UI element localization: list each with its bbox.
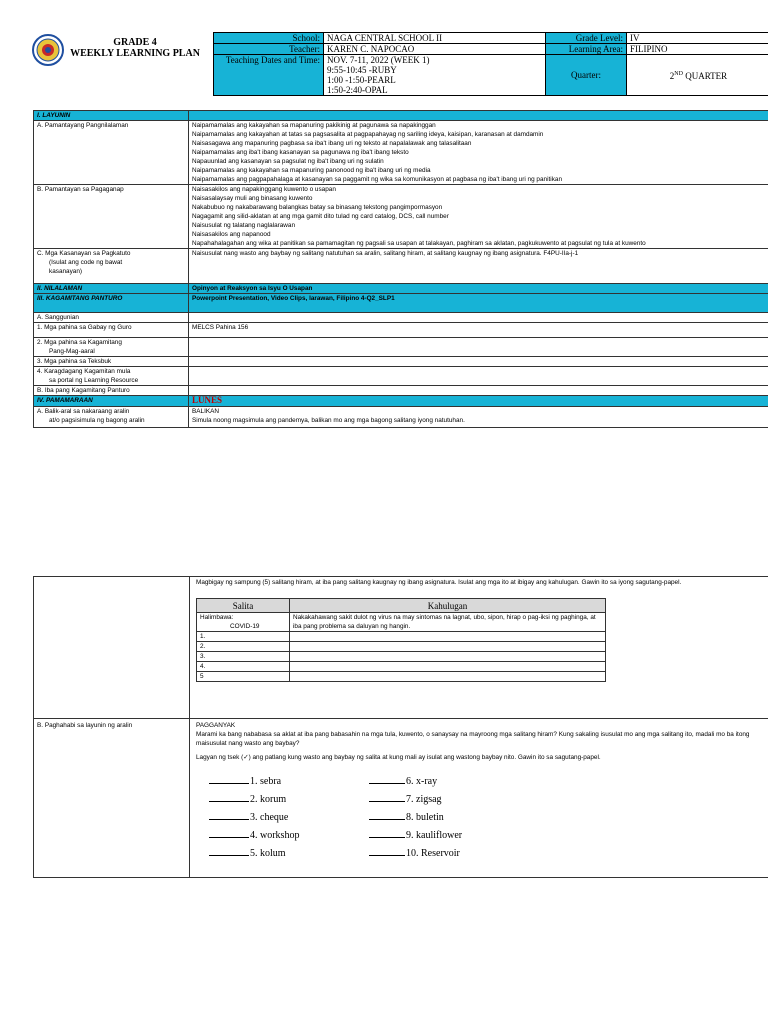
list-item: 1. sebra bbox=[209, 773, 369, 791]
list-item: 4. workshop bbox=[209, 827, 369, 845]
row-a-content bbox=[189, 121, 768, 185]
example-word-cell bbox=[197, 613, 290, 632]
gabay-value: MELCS Pahina 156 bbox=[189, 323, 768, 338]
school-label: School: bbox=[214, 33, 324, 44]
c-label-line: (Isulat ang code ng bawat bbox=[49, 259, 123, 266]
section-nilalaman-value: Opinyon at Reaksyon sa Isyu O Usapan bbox=[189, 284, 768, 294]
row-sanggunian bbox=[34, 313, 768, 323]
answer-blank[interactable] bbox=[209, 837, 249, 838]
c-label-line: kasanayan) bbox=[49, 268, 83, 275]
iba-pang-label: B. Iba pang Kagamitang Panturo bbox=[34, 386, 189, 396]
row-gabay-ng-guro bbox=[34, 323, 768, 338]
quarter-word: QUARTER bbox=[685, 71, 728, 81]
table-row bbox=[197, 652, 606, 662]
section-kagamitang-panturo bbox=[34, 294, 768, 313]
example-label: Halimbawa: bbox=[200, 614, 234, 621]
balik-aral-content bbox=[189, 407, 768, 428]
teacher-value: KAREN C. NAPOCAO bbox=[324, 44, 546, 55]
table-row bbox=[197, 662, 606, 672]
list-item: 9. kauliflower bbox=[369, 827, 569, 845]
c-label-line: C. Mga Kasanayan sa Pagkatuto bbox=[37, 250, 131, 257]
answer-blank[interactable] bbox=[369, 801, 405, 802]
answer-cell[interactable] bbox=[290, 672, 606, 682]
salitang-hiram-table bbox=[196, 598, 606, 682]
row-a-label: A. Pamantayang Pangnilalaman bbox=[34, 121, 189, 185]
grade-value: IV bbox=[627, 33, 768, 44]
karagdagang-label-line: 4. Karagdagang Kagamitan mula bbox=[37, 368, 131, 375]
b-item: Nakabubuo ng nakabarawang balangkas batay sa binasang tekstong pangimpormasyon bbox=[192, 204, 443, 211]
col-kahulugan-header: Kahulugan bbox=[290, 599, 606, 613]
day-lunes: LUNES bbox=[192, 395, 223, 405]
b-item: Naisusulat ng talatang naglalarawan bbox=[192, 222, 296, 229]
quarter-suffix: ND bbox=[674, 71, 683, 77]
grade-label: Grade Level: bbox=[546, 33, 627, 44]
quarter-value bbox=[627, 55, 768, 96]
section-kagamitang-label: III. KAGAMITANG PANTURO bbox=[34, 294, 189, 313]
row-number: 4. bbox=[197, 662, 290, 672]
balikan-text: Simula noong magsimula ang pandemya, balikan mo ang mga bagong salitang iyong natutuhan. bbox=[192, 417, 465, 424]
kagamitang-label-line: Pang-Mag-aaral bbox=[49, 348, 95, 355]
list-item: 7. zigsag bbox=[369, 791, 569, 809]
row-pamantayang-pangnilalaman bbox=[34, 121, 768, 185]
table-row bbox=[197, 642, 606, 652]
pagganyak-heading: PAGGANYAK bbox=[196, 722, 236, 729]
plan-title-line1: GRADE 4 bbox=[113, 37, 157, 48]
pagganyak-content bbox=[196, 721, 768, 762]
spelling-list-left bbox=[209, 773, 369, 863]
section-layunin bbox=[34, 111, 768, 121]
answer-blank[interactable] bbox=[209, 801, 249, 802]
answer-cell[interactable] bbox=[290, 652, 606, 662]
answer-blank[interactable] bbox=[369, 819, 405, 820]
list-item: 2. korum bbox=[209, 791, 369, 809]
pagganyak-text: Marami ka bang nababasa sa aklat at iba pang babasahin na mga tula, kuwento, o sanaysay na mayroong mga salitang hiram? Kung sakaling isusulat mo ang mga salitang ito, madali mo ba itong maisusulat nang wasto ang baybay? bbox=[196, 731, 750, 747]
row-c-content: Naisusulat nang wasto ang baybay ng salitang natutuhan sa aralin, salitang hiram, at salitang kaugnay ng ibang asignatura. F4PU-IIa-j-1 bbox=[189, 249, 768, 284]
area-label: Learning Area: bbox=[546, 44, 627, 55]
example-meaning: Nakakahawang sakit dulot ng virus na may sintomas na lagnat, ubo, sipon, hirap o pag-iksi ng paghinga, at iba pang problema sa daluyan ng hangin. bbox=[290, 613, 606, 632]
sanggunian-label: A. Sanggunian bbox=[34, 313, 189, 323]
row-b-label: B. Pamantayan sa Pagaganap bbox=[34, 185, 189, 249]
b-item: Napahahalagahan ang wika at panitikan sa pamamagitan ng pagsali sa usapan at talakayan, paghiram sa aklatan, pagkukuwento at pagsulat ng tula at kuwento bbox=[192, 240, 646, 247]
answer-blank[interactable] bbox=[369, 855, 405, 856]
answer-blank[interactable] bbox=[369, 837, 405, 838]
b-item: Naisasalaysay muli ang binasang kuwento bbox=[192, 195, 313, 202]
row-c-label bbox=[34, 249, 189, 284]
kagamitang-label-line: 2. Mga pahina sa Kagamitang bbox=[37, 339, 122, 346]
teksbuk-label: 3. Mga pahina sa Teksbuk bbox=[34, 357, 189, 367]
answer-blank[interactable] bbox=[209, 783, 249, 784]
table-row bbox=[197, 672, 606, 682]
dates-cell bbox=[324, 55, 546, 96]
list-item: 6. x-ray bbox=[369, 773, 569, 791]
time-opal: 1:50-2:40-OPAL bbox=[327, 85, 388, 95]
balik-aral-label bbox=[34, 407, 189, 428]
section-pamamaraan bbox=[34, 396, 768, 407]
row-kagamitang-pang-mag-aaral bbox=[34, 338, 768, 357]
answer-blank[interactable] bbox=[369, 783, 405, 784]
column-divider bbox=[189, 577, 190, 877]
a-item: Napauunlad ang kasanayan sa pagsulat ng iba't ibang uri ng sulatin bbox=[192, 158, 384, 165]
row-teksbuk bbox=[34, 357, 768, 367]
dates-label: Teaching Dates and Time: bbox=[214, 55, 324, 96]
area-value: FILIPINO bbox=[627, 44, 768, 55]
list-item: 8. buletin bbox=[369, 809, 569, 827]
lesson-plan-table bbox=[33, 110, 768, 428]
a-item: Naipamamalas ang kakayahan at tatas sa pagsasalita at pagpapahayag ng sariling ideya, kaisipan, karanasan at damdamin bbox=[192, 131, 544, 138]
karagdagang-label-line: sa portal ng Learning Resource bbox=[49, 377, 139, 384]
row-number: 1. bbox=[197, 632, 290, 642]
answer-cell[interactable] bbox=[290, 632, 606, 642]
b-item: Naisasakilos ang napakinggang kuwento o usapan bbox=[192, 186, 336, 193]
paghahabi-label: B. Paghahabi sa layunin ng aralin bbox=[37, 722, 133, 729]
balik-aral-label-line: A. Balik-aral sa nakaraang aralin bbox=[37, 408, 130, 415]
a-item: Naipamamalas ang kakayahan sa mapanuring pakikinig at pagunawa sa napakinggan bbox=[192, 122, 436, 129]
plan-title bbox=[62, 37, 208, 59]
row-balik-aral bbox=[34, 407, 768, 428]
a-item: Naisasagawa ang mapanuring pagbasa sa iba't ibang uri ng teksto at napalalawak ang talasalitaan bbox=[192, 140, 472, 147]
section-nilalaman bbox=[34, 284, 768, 294]
balikan-heading: BALIKAN bbox=[192, 408, 219, 415]
quarter-label: Quarter: bbox=[546, 55, 627, 96]
row-number: 3. bbox=[197, 652, 290, 662]
salitang-hiram-instruction: Magbigay ng sampung (5) salitang hiram, at iba pang salitang kaugnay ng ibang asignatura. Isulat ang mga ito at ibigay ang kahulugan. Gawin ito sa iyong sagutang-papel. bbox=[196, 579, 682, 586]
teacher-label: Teacher: bbox=[214, 44, 324, 55]
row-karagdagang-kagamitan bbox=[34, 367, 768, 386]
row-number: 2. bbox=[197, 642, 290, 652]
list-item: 5. kolum bbox=[209, 845, 369, 863]
activity-block bbox=[33, 576, 768, 878]
deped-seal-logo bbox=[32, 34, 64, 66]
list-item: 3. cheque bbox=[209, 809, 369, 827]
row-pamantayan-sa-pagaganap bbox=[34, 185, 768, 249]
balik-aral-label-line: at/o pagsisimula ng bagong aralin bbox=[49, 417, 145, 424]
karagdagang-label bbox=[34, 367, 189, 386]
gabay-label: 1. Mga pahina sa Gabay ng Guro bbox=[34, 323, 189, 338]
answer-blank[interactable] bbox=[209, 855, 249, 856]
section-kagamitang-value: Powerpoint Presentation, Video Clips, larawan, Filipino 4-Q2_SLP1 bbox=[189, 294, 768, 313]
time-pearl: 1:00 -1:50-PEARL bbox=[327, 75, 396, 85]
quarter-number: 2 bbox=[669, 71, 675, 81]
row-divider bbox=[34, 718, 768, 719]
answer-cell[interactable] bbox=[290, 662, 606, 672]
list-item: 10. Reservoir bbox=[369, 845, 569, 863]
tsek-instruction: Lagyan ng tsek (✓) ang patlang kung wasto ang baybay ng salita at kung mali ay isulat ang wastong baybay nito. Gawin ito sa sagutang-papel. bbox=[196, 754, 601, 761]
header-info-table bbox=[213, 32, 768, 96]
dates-value: NOV. 7-11, 2022 (WEEK 1) bbox=[327, 55, 430, 65]
kagamitang-label bbox=[34, 338, 189, 357]
section-layunin-label: I. LAYUNIN bbox=[34, 111, 189, 121]
plan-title-line2: WEEKLY LEARNING PLAN bbox=[70, 48, 200, 59]
table-row bbox=[197, 632, 606, 642]
answer-cell[interactable] bbox=[290, 642, 606, 652]
row-b-content bbox=[189, 185, 768, 249]
spelling-list-right bbox=[369, 773, 569, 863]
a-item: Naipamamalas ang iba't ibang kasanayan sa pagunawa ng iba't ibang teksto bbox=[192, 149, 409, 156]
a-item: Naipamamalas ang kakayahan sa mapanuring panonood ng iba't ibang uri ng media bbox=[192, 167, 431, 174]
example-word: COVID-19 bbox=[230, 623, 260, 630]
row-iba-pang-kagamitan bbox=[34, 386, 768, 396]
b-item: Naisasakilos ang napanood bbox=[192, 231, 271, 238]
section-nilalaman-label: II. NILALAMAN bbox=[34, 284, 189, 294]
row-kasanayan-sa-pagkatuto bbox=[34, 249, 768, 284]
row-number: 5 bbox=[197, 672, 290, 682]
col-salita-header: Salita bbox=[197, 599, 290, 613]
time-ruby: 9:55-10:45 -RUBY bbox=[327, 65, 397, 75]
table-row bbox=[197, 613, 606, 632]
a-item: Naipamamalas ang pagpapahalaga at kasanayan sa paggamit ng wika sa komunikasyon at pagbasa ng iba't ibang uri ng panitikan bbox=[192, 176, 562, 183]
section-pamamaraan-label: IV. PAMAMARAAN bbox=[34, 396, 189, 407]
b-item: Nagagamit ang silid-aklatan at ang mga gamit dito tulad ng card catalog, DCS, call number bbox=[192, 213, 449, 220]
answer-blank[interactable] bbox=[209, 819, 249, 820]
school-value: NAGA CENTRAL SCHOOL II bbox=[324, 33, 546, 44]
